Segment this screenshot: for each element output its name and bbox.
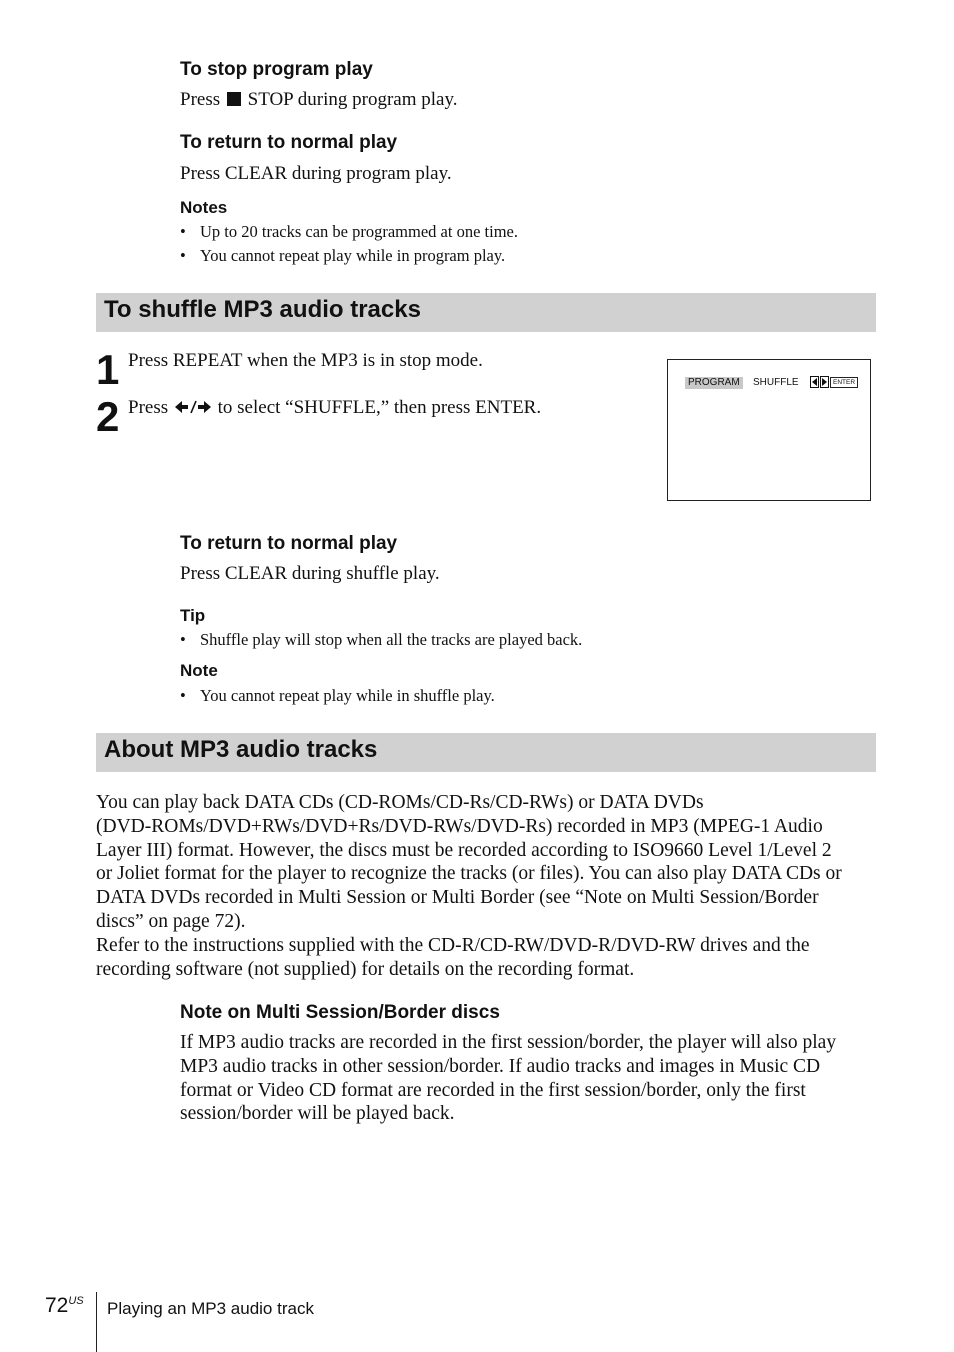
paragraph-line: format or Video CD format are recorded in the first session/border, only the first	[180, 1079, 806, 1101]
stop-square-icon	[227, 92, 241, 106]
tip-item: • Shuffle play will stop when all the tracks are played back.	[180, 630, 583, 649]
stop-program-text-pre: Press	[180, 89, 221, 110]
paragraph-line: DATA DVDs recorded in Multi Session or Multi Border (see “Note on Multi Session/Border	[96, 887, 819, 909]
section-header-shuffle	[96, 293, 876, 332]
step-text-2-pre: Press	[128, 397, 169, 418]
return-normal-text-2: Press CLEAR during shuffle play.	[180, 563, 440, 584]
page-suffix: US	[68, 1295, 84, 1307]
step-text-2-post: to select “SHUFFLE,” then press ENTER.	[217, 397, 542, 418]
paragraph-line: MP3 audio tracks in other session/border. If audio tracks and images in Music CD	[180, 1055, 821, 1077]
about-paragraph	[96, 791, 842, 981]
step-text-2	[128, 397, 541, 419]
paragraph-line: You can play back DATA CDs (CD-ROMs/CD-Rs/CD-RWs) or DATA DVDs	[96, 792, 704, 813]
step-text-1: Press REPEAT when the MP3 is in stop mode.	[128, 350, 483, 371]
osd-enter-label: ENTER	[830, 377, 858, 388]
section-title-about: About MP3 audio tracks	[104, 736, 378, 763]
section-title-shuffle: To shuffle MP3 audio tracks	[104, 296, 421, 323]
return-normal-text-1: Press CLEAR during program play.	[180, 163, 452, 184]
page-number: $72^{US}$	[45, 1294, 84, 1317]
left-right-arrow-icon	[173, 399, 213, 415]
step-number-1: 1	[96, 346, 120, 393]
section-header-about	[96, 733, 876, 772]
osd-arrow-keys-icon	[810, 376, 829, 388]
paragraph-line: Refer to the instructions supplied with the CD-R/CD-RW/DVD-R/DVD-RW drives and the	[96, 934, 810, 956]
osd-display-illustration	[667, 359, 871, 501]
bullet-icon: •	[180, 246, 186, 265]
note-item: • You cannot repeat play while in shuffle play.	[180, 686, 495, 705]
paragraph-line: recording software (not supplied) for details on the recording format.	[96, 958, 635, 980]
bullet-icon: •	[180, 686, 186, 705]
return-normal-heading-1: To return to normal play	[180, 132, 398, 153]
notes-heading: Notes	[180, 198, 228, 217]
step-number-2: 2	[96, 393, 120, 440]
tip-heading: Tip	[180, 606, 206, 625]
paragraph-line: discs” on page 72).	[96, 910, 246, 932]
multi-session-paragraph	[180, 1031, 836, 1126]
osd-shuffle-label: SHUFFLE	[753, 377, 799, 388]
bullet-icon: •	[180, 222, 186, 241]
paragraph-line: Layer III) format. However, the discs must be recorded according to ISO9660 Level 1/Level 2	[96, 839, 832, 861]
return-normal-heading-2: To return to normal play	[180, 533, 398, 554]
stop-program-heading: To stop program play	[180, 59, 373, 80]
stop-program-text	[180, 89, 458, 111]
paragraph-line: or Joliet format for the player to recognize the tracks (or files). You can also play DATA CDs or	[96, 863, 842, 885]
multi-session-heading: Note on Multi Session/Border discs	[180, 1002, 500, 1023]
osd-program-label: PROGRAM	[685, 377, 743, 389]
note-item: • You cannot repeat play while in program play.	[180, 246, 506, 265]
bullet-icon: •	[180, 630, 186, 649]
footer-divider	[96, 1292, 97, 1352]
paragraph-line: session/border will be played back.	[180, 1103, 455, 1125]
note-heading: Note	[180, 661, 218, 680]
paragraph-line: If MP3 audio tracks are recorded in the first session/border, the player will also play	[180, 1032, 837, 1053]
stop-program-text-post: STOP during program play.	[247, 89, 458, 110]
note-item: • Up to 20 tracks can be programmed at one time.	[180, 222, 518, 241]
paragraph-line: (DVD-ROMs/DVD+RWs/DVD+Rs/DVD-RWs/DVD-Rs) recorded in MP3 (MPEG-1 Audio	[96, 815, 823, 837]
footer-section-title: Playing an MP3 audio track	[107, 1299, 314, 1318]
